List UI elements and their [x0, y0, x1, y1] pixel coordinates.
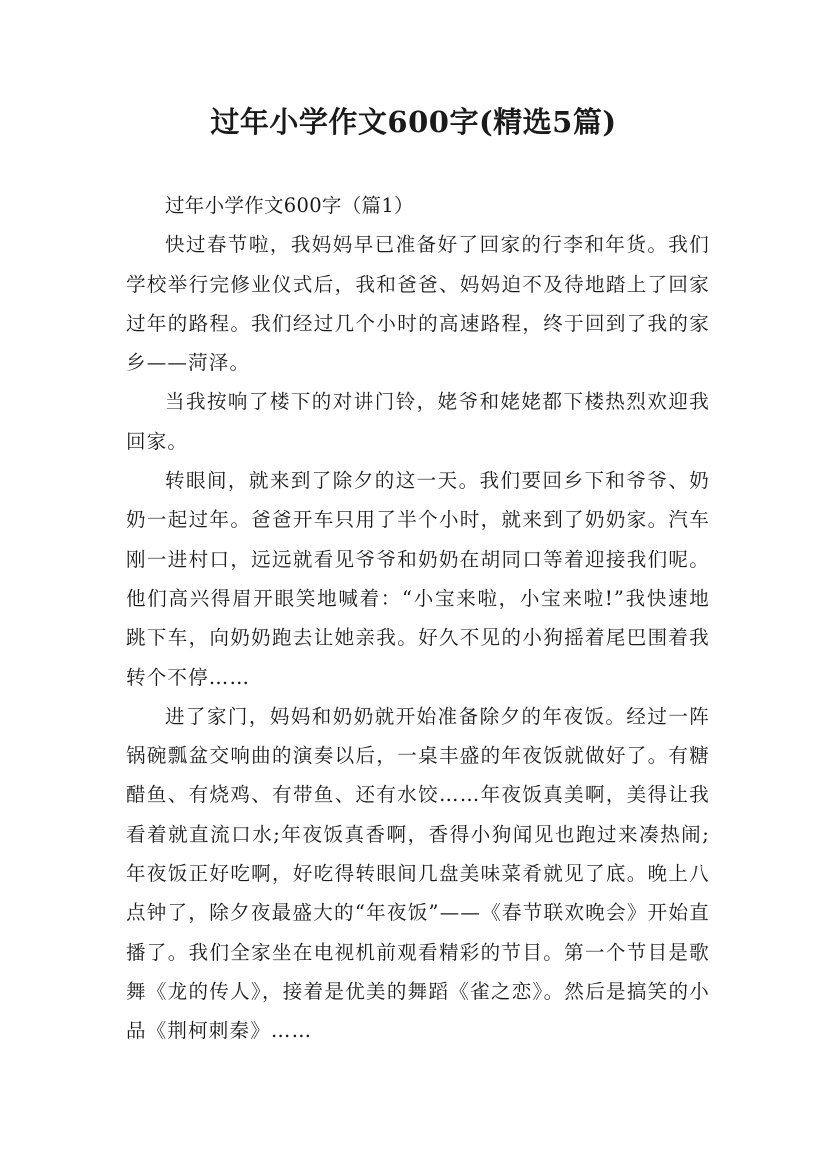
- document-title: 过年小学作文600字(精选5篇): [210, 105, 617, 139]
- paragraph-1: 快过春节啦，我妈妈早已准备好了回家的行李和年货。我们学校举行完修业仪式后，我和爸爸、妈妈迫不及待地踏上了回家过年的路程。我们经过几个小时的高速路程，终于回到了我的家乡——菏泽。: [126, 233, 710, 375]
- document-body: [126, 186, 710, 1051]
- section-heading: 过年小学作文600字（篇1）: [165, 194, 414, 217]
- paragraph-2: 当我按响了楼下的对讲门铃，姥爷和姥姥都下楼热烈欢迎我回家。: [126, 390, 710, 453]
- paragraph-4: 进了家门，妈妈和奶奶就开始准备除夕的年夜饭。经过一阵锅碗瓢盆交响曲的演奏以后，一桌丰盛的年夜饭就做好了。有糖醋鱼、有烧鸡、有带鱼、还有水饺……年夜饭真美啊，美得让我看着就直流口水;年夜饭真香啊，香得小狗闻见也跑过来凑热闹;年夜饭正好吃啊，好吃得转眼间几盘美味菜肴就见了底。晚上八点钟了，除夕夜最盛大的“年夜饭”——《春节联欢晚会》开始直播了。我们全家坐在电视机前观看精彩的节目。第一个节目是歌舞《龙的传人》，接着是优美的舞蹈《雀之恋》。然后是搞笑的小品《荆柯刺秦》……: [126, 704, 710, 1043]
- paragraph-3: 转眼间，就来到了除夕的这一天。我们要回乡下和爷爷、奶奶一起过年。爸爸开车只用了半个小时，就来到了奶奶家。汽车刚一进村口，远远就看见爷爷和奶奶在胡同口等着迎接我们呢。他们高兴得眉开眼笑地喊着：“小宝来啦，小宝来啦!”我快速地跳下车，向奶奶跑去让她亲我。好久不见的小狗摇着尾巴围着我转个不停……: [126, 469, 710, 689]
